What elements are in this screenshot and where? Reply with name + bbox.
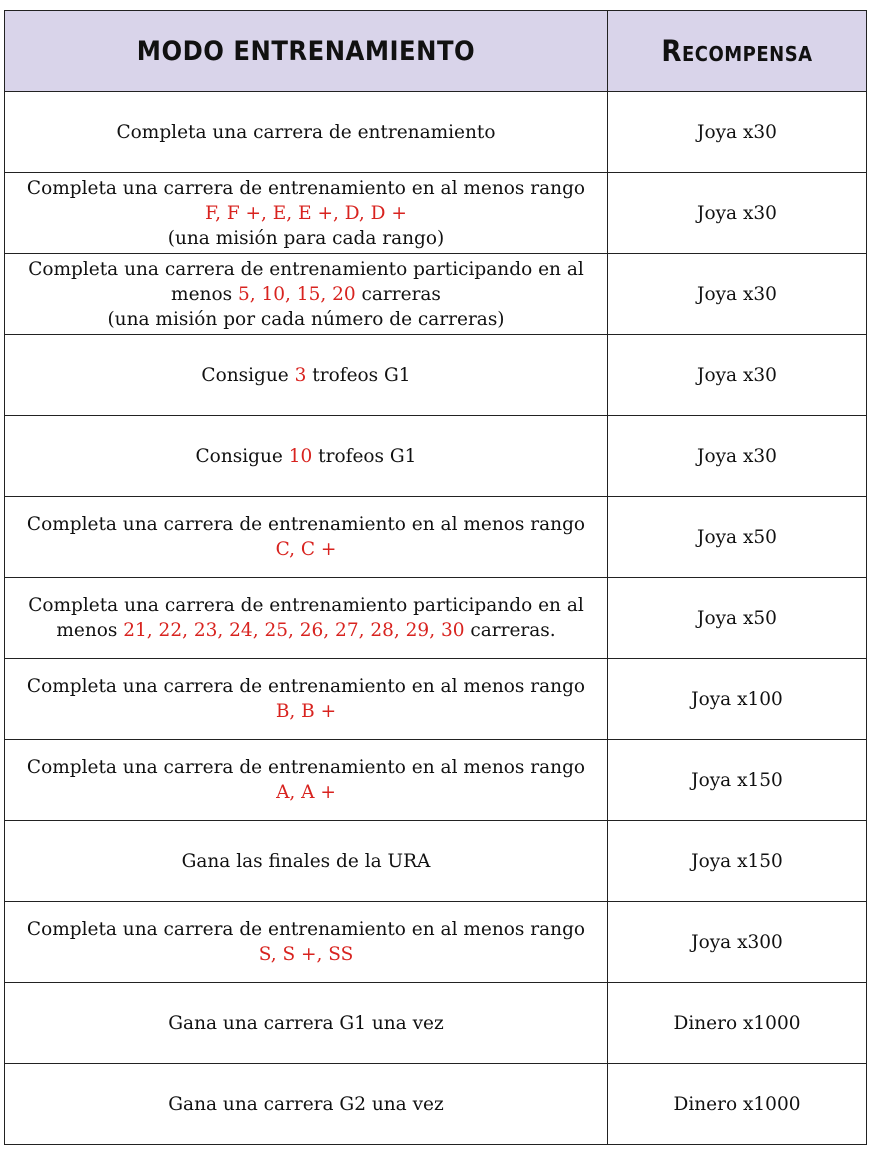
mission-cell [5, 578, 608, 659]
table-row [5, 497, 867, 578]
highlighted-value: F, F +, E, E +, D, D + [205, 202, 407, 224]
highlighted-value: A, A + [276, 782, 336, 803]
reward-cell: Joya x30 [608, 92, 867, 173]
table-row [5, 173, 867, 254]
table-row [5, 92, 867, 173]
table-row [5, 578, 867, 659]
mission-cell [5, 659, 608, 740]
mission-line [11, 201, 601, 226]
missions-sheet [4, 10, 866, 1147]
mission-line [11, 618, 601, 643]
mission-cell [5, 1064, 608, 1145]
mission-line [11, 593, 601, 618]
mission-text: Consigue [195, 445, 289, 467]
mission-line [11, 257, 601, 282]
table-row [5, 335, 867, 416]
reward-cell: Joya x150 [608, 740, 867, 821]
reward-cell: Joya x30 [608, 335, 867, 416]
reward-cell: Joya x30 [608, 173, 867, 254]
mission-text: Gana una carrera G1 una vez [168, 1012, 444, 1034]
mission-line [11, 363, 601, 388]
reward-cell: Joya x30 [608, 254, 867, 335]
highlighted-value: 10 [288, 445, 313, 467]
reward-cell: Joya x100 [608, 659, 867, 740]
highlighted-value: 21, 22, 23, 24, 25, 26, 27, 28, 29, 30 [123, 620, 465, 641]
mission-cell [5, 92, 608, 173]
mission-text: menos [56, 620, 124, 641]
table-row [5, 740, 867, 821]
mission-line [11, 512, 601, 537]
mission-line [11, 176, 601, 201]
mission-text: Completa una carrera de entrenamiento en al menos rango [26, 757, 586, 778]
mission-text: Gana una carrera G2 una vez [168, 1093, 444, 1115]
mission-text: Completa una carrera de entrenamiento en al menos rango [26, 514, 586, 535]
missions-table [4, 10, 867, 1145]
mission-cell [5, 902, 608, 983]
mission-text: carreras [355, 283, 441, 305]
table-row [5, 1064, 867, 1145]
mission-line [11, 537, 601, 562]
mission-line [11, 226, 601, 251]
reward-column-header: Recompensa [608, 11, 867, 92]
highlighted-value: S, S +, SS [258, 944, 354, 965]
mission-cell [5, 497, 608, 578]
highlighted-value: C, C + [275, 539, 337, 560]
table-row [5, 659, 867, 740]
table-row [5, 902, 867, 983]
table-row [5, 416, 867, 497]
mission-line [11, 699, 601, 724]
reward-cell: Joya x150 [608, 821, 867, 902]
mission-text: (una misión para cada rango) [167, 227, 445, 249]
mission-text: trofeos G1 [312, 445, 417, 467]
mission-cell [5, 983, 608, 1064]
mission-text: Completa una carrera de entrenamiento participando en al [28, 595, 584, 616]
mission-cell [5, 416, 608, 497]
mission-text: trofeos G1 [306, 364, 411, 386]
highlighted-value: B, B + [275, 701, 337, 722]
table-row [5, 983, 867, 1064]
mission-text: Completa una carrera de entrenamiento participando en al [28, 258, 584, 280]
mission-text: Completa una carrera de entrenamiento en al menos rango [26, 177, 586, 199]
mission-text: Consigue [201, 364, 295, 386]
reward-cell: Dinero x1000 [608, 1064, 867, 1145]
mission-text: menos [171, 283, 238, 305]
mission-line [11, 674, 601, 699]
mission-cell [5, 821, 608, 902]
reward-cell: Joya x50 [608, 578, 867, 659]
reward-cell: Dinero x1000 [608, 983, 867, 1064]
mission-line [11, 849, 601, 874]
table-row [5, 821, 867, 902]
mission-line [11, 755, 601, 780]
mission-line [11, 1092, 601, 1117]
table-header [5, 11, 867, 92]
mission-cell [5, 740, 608, 821]
mission-text: Completa una carrera de entrenamiento en al menos rango [26, 919, 586, 940]
mission-text: Gana las finales de la URA [181, 850, 431, 872]
table-body [5, 92, 867, 1145]
reward-cell: Joya x30 [608, 416, 867, 497]
table-row [5, 254, 867, 335]
mission-cell [5, 254, 608, 335]
mission-text: Completa una carrera de entrenamiento en al menos rango [26, 676, 586, 697]
mission-line [11, 1011, 601, 1036]
mission-line [11, 307, 601, 332]
mission-line [11, 780, 601, 805]
mission-line [11, 282, 601, 307]
mission-text: Completa una carrera de entrenamiento [116, 121, 496, 143]
highlighted-value: 3 [294, 364, 307, 386]
mission-text: (una misión por cada número de carreras) [107, 308, 505, 330]
mission-line [11, 444, 601, 469]
mission-line [11, 942, 601, 967]
mission-line [11, 120, 601, 145]
mission-column-header: MODO ENTRENAMIENTO [5, 11, 608, 92]
mission-cell [5, 173, 608, 254]
mission-text: carreras. [464, 620, 556, 641]
mission-cell [5, 335, 608, 416]
reward-cell: Joya x50 [608, 497, 867, 578]
header-row [5, 11, 867, 92]
highlighted-value: 5, 10, 15, 20 [237, 283, 356, 305]
reward-cell: Joya x300 [608, 902, 867, 983]
mission-line [11, 917, 601, 942]
